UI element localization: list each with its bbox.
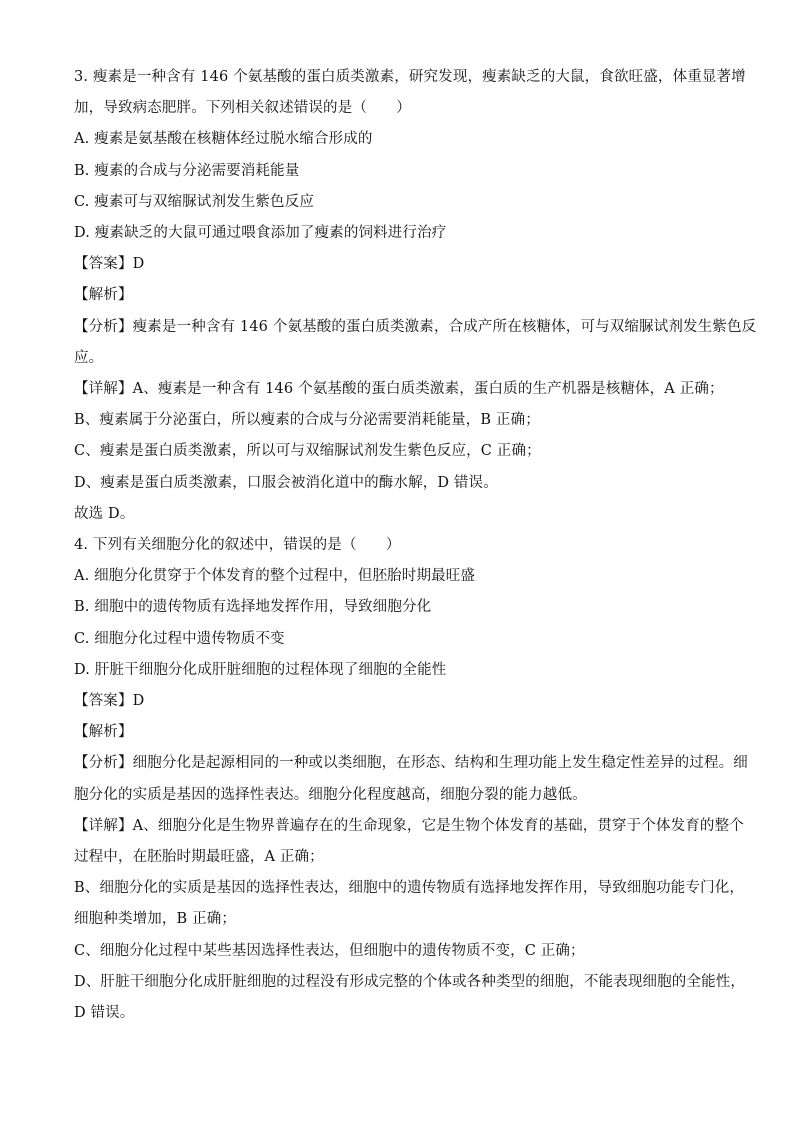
question-3-conclusion: 故选 D。 bbox=[74, 505, 135, 522]
question-4-detail-c: C、细胞分化过程中某些基因选择性表达，但细胞中的遗传物质不变，C 正确； bbox=[74, 942, 585, 959]
question-4-fenxi-line-1: 【分析】细胞分化是起源相同的一种或以类细胞，在形态、结构和生理功能上发生稳定性差异的过程。细 bbox=[74, 755, 748, 772]
question-3 bbox=[74, 62, 757, 530]
question-3-option-b: B. 瘦素的合成与分泌需要消耗能量 bbox=[74, 162, 300, 179]
question-4-fenxi-line-2: 胞分化的实质是基因的选择性表达。细胞分化程度越高，细胞分裂的能力越低。 bbox=[74, 786, 587, 803]
question-3-detail-b: B、瘦素属于分泌蛋白，所以瘦素的合成与分泌需要消耗能量，B 正确； bbox=[74, 412, 540, 429]
question-4-option-c: C. 细胞分化过程中遗传物质不变 bbox=[74, 630, 285, 647]
question-3-analysis-label: 【解析】 bbox=[74, 287, 133, 304]
question-4-option-b: B. 细胞中的遗传物质有选择地发挥作用，导致细胞分化 bbox=[74, 599, 432, 616]
question-4-detail-b-line-1: B、细胞分化的实质是基因的选择性表达，细胞中的遗传物质有选择地发挥作用，导致细胞功能专门化， bbox=[74, 880, 745, 897]
question-3-detail-c: C、瘦素是蛋白质类激素，所以可与双缩脲试剂发生紫色反应，C 正确； bbox=[74, 443, 541, 460]
question-3-fenxi-line-2: 应。 bbox=[74, 349, 104, 366]
question-3-fenxi-line-1: 【分析】瘦素是一种含有 146 个氨基酸的蛋白质类激素，合成产所在核糖体，可与双缩脲试剂发生紫色反 bbox=[74, 318, 757, 335]
question-4-answer: 【答案】D bbox=[74, 693, 145, 710]
question-4-option-d: D. 肝脏干细胞分化成肝脏细胞的过程体现了细胞的全能性 bbox=[74, 661, 447, 678]
question-4-detail-d-line-2: D 错误。 bbox=[74, 1005, 135, 1022]
question-4-detail-b-line-2: 细胞种类增加，B 正确； bbox=[74, 911, 237, 928]
question-4-stem: 4. 下列有关细胞分化的叙述中，错误的是（ ） bbox=[74, 537, 401, 554]
question-4-analysis-label: 【解析】 bbox=[74, 724, 133, 741]
question-3-detail-a: 【详解】A、瘦素是一种含有 146 个氨基酸的蛋白质类激素，蛋白质的生产机器是核糖体，A 正确； bbox=[74, 381, 724, 398]
question-4 bbox=[74, 530, 748, 1029]
question-3-option-c: C. 瘦素可与双缩脲试剂发生紫色反应 bbox=[74, 193, 314, 210]
question-4-detail-a-line-1: 【详解】A、细胞分化是生物界普遍存在的生命现象，它是生物个体发育的基础，贯穿于个体发育的整个 bbox=[74, 817, 744, 834]
question-3-detail-d: D、瘦素是蛋白质类激素，口服会被消化道中的酶水解，D 错误。 bbox=[74, 474, 498, 491]
question-3-option-a: A. 瘦素是氨基酸在核糖体经过脱水缩合形成的 bbox=[74, 131, 373, 148]
question-3-answer: 【答案】D bbox=[74, 256, 145, 273]
question-4-option-a: A. 细胞分化贯穿于个体发育的整个过程中，但胚胎时期最旺盛 bbox=[74, 568, 476, 585]
question-3-stem-line-2: 加，导致病态肥胖。下列相关叙述错误的是（ ） bbox=[74, 100, 411, 117]
question-4-detail-d-line-1: D、肝脏干细胞分化成肝脏细胞的过程没有形成完整的个体或各种类型的细胞，不能表现细胞的全能性， bbox=[74, 973, 746, 990]
document-page bbox=[74, 62, 757, 1029]
question-4-detail-a-line-2: 过程中，在胚胎时期最旺盛，A 正确； bbox=[74, 849, 324, 866]
question-3-stem-line-1: 3. 瘦素是一种含有 146 个氨基酸的蛋白质类激素，研究发现，瘦素缺乏的大鼠，食欲旺盛，体重显著增 bbox=[74, 69, 746, 85]
question-3-option-d: D. 瘦素缺乏的大鼠可通过喂食添加了瘦素的饲料进行治疗 bbox=[74, 225, 447, 242]
